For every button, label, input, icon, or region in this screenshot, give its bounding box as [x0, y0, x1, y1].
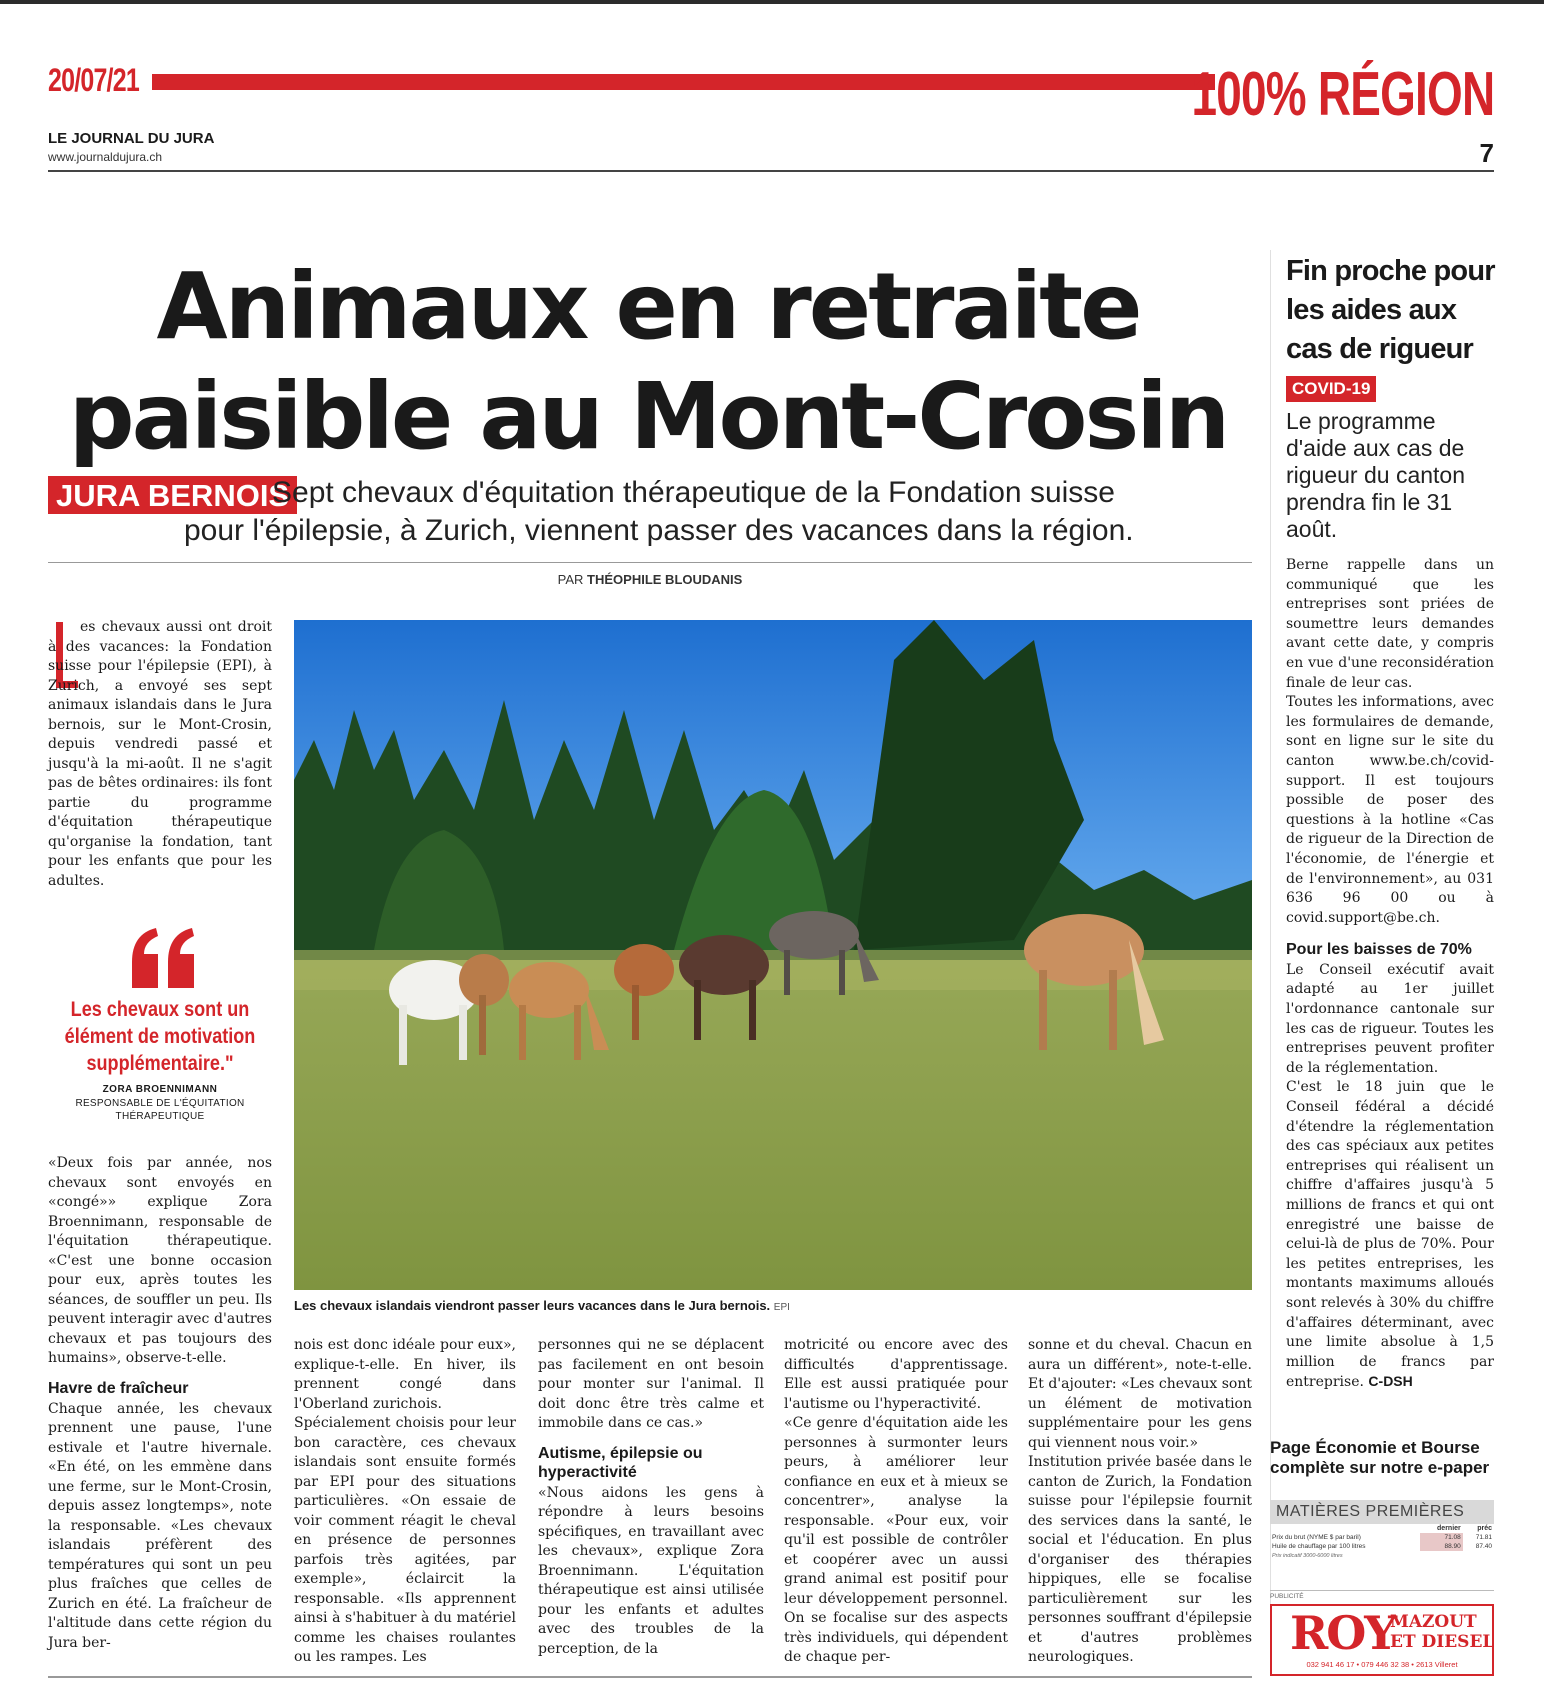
row-prev: 71.81: [1475, 1534, 1492, 1541]
photo-credit: EPI: [773, 1302, 790, 1313]
ad-line-2: ET DIESEL: [1390, 1632, 1495, 1652]
top-border: [0, 0, 1544, 4]
commodities-note: Prix indicatif 3000-6000 litres: [1272, 1553, 1343, 1559]
ad-line-1: MAZOUT: [1390, 1612, 1477, 1632]
article-column-3: [538, 1336, 764, 1659]
sidebar-body-1: Berne rappelle dans un communiqué que les entreprises sont priées de soumettre leurs demandes avant cette date, y compris en vue d'une reconsidération finale de leur cas.: [1286, 557, 1494, 691]
article-column-4: [784, 1336, 1008, 1668]
column-1-text: «Deux fois par année, nos chevaux sont envoyés en «congé»» explique Zora Broennimann, responsable de l'équitation thérapeutique. «C'est une bonne occasion pour eux, après toutes les séances, de souffler un peu. Ils peuvent interagir avec d'autres chevaux et pas toujours des humains», observe-t-elle.: [48, 1155, 272, 1366]
article-column-5: [1028, 1336, 1252, 1668]
column-1-text-2: Chaque année, les chevaux prennent une pause, l'une estivale et l'autre hivernale. «En été, on les emmène dans une ferme, sur le Mont-Crosin, depuis assez longtemps», note la responsable. «Les chevaux islandais préfèrent des températures qui sont un peu plus fraîches que celles de Zurich en été. La fraîcheur de l'altitude dans cette région du Jura ber-: [48, 1400, 272, 1651]
header-red-rule: [152, 74, 1215, 90]
column-5-text-2: Institution privée basée dans le canton de Zurich, la Fondation suisse pour l'épilepsie fournit des services dans la santé, le social et l'éducation. En plus d'organiser des thérapies hippiques, elle se focalise particulièrement sur les personnes souffrant d'épilepsie et d'autres problèmes neurologiques.: [1028, 1454, 1252, 1665]
commodities-header-row: [1270, 1524, 1494, 1533]
commodities-title: MATIÈRES PREMIÈRES: [1270, 1500, 1494, 1524]
lead-text: es chevaux aussi ont droit à des vacances: la Fondation suisse pour l'épilepsie (EPI), à Zurich, a envoyé ses sept animaux islandais dans le Jura bernois, sur le Mont-Crosin, depuis vendredi passé et jusqu'à la mi-août. Il ne s'agit pas de bêtes ordinaires: ils font partie du programme d'équitation thérapeutique qu'organise la fondation, tant pour les enfants que pour les adultes.: [48, 619, 273, 889]
sidebar-subhead: Pour les baisses de 70%: [1286, 941, 1472, 959]
sidebar-body-2: Toutes les informations, avec les formulaires de demande, sont en ligne sur le site du canton www.be.ch/covid-support. Il est toujours possible de poser des questions à la hotline «Cas de rigueur de la Direction de l'économie, de l'énergie et de l'environnement», au 031 636 96 00 ou à covid.support@be.ch.: [1286, 694, 1494, 926]
newspaper-url[interactable]: www.journaldujura.ch: [48, 150, 163, 164]
header-divider: [48, 170, 1494, 172]
sidebar-title: Fin proche pour les aides aux cas de rigueur: [1286, 255, 1495, 365]
ad-logo: ROY: [1290, 1606, 1396, 1660]
commodities-table: [1270, 1524, 1494, 1551]
newspaper-name: LE JOURNAL DU JURA: [48, 130, 215, 147]
column-4-text: motricité ou encore avec des difficultés d'apprentissage. Elle est aussi pratiquée pour l'autisme ou l'hyperactivité.: [784, 1337, 1008, 1412]
bottom-rule: [48, 1676, 1252, 1678]
pull-quote: Les chevaux sont un élément de motivation supplémentaire.": [64, 998, 256, 1075]
row-prev: 87.40: [1475, 1543, 1492, 1550]
article-column-2: [294, 1336, 516, 1668]
sidebar-signature: C-DSH: [1368, 1373, 1413, 1390]
sidebar-chapo: Le programme d'aide aux cas de rigueur du canton prendra fin le 31 août.: [1286, 408, 1466, 542]
page-number: 7: [1479, 138, 1494, 168]
column-5-text: sonne et du cheval. Chacun en aura un différent», note-t-elle. Et d'ajouter: «Les chevaux sont un élément de motivation supplémentaire pour les gens qui viennent nous voir.»: [1028, 1337, 1252, 1451]
subhead-autisme: Autisme, épilepsie ou hyperactivité: [538, 1444, 703, 1481]
byline-rule: [48, 562, 1252, 563]
byline-prefix: PAR: [557, 572, 584, 587]
chapo-line-1: Sept chevaux d'équitation thérapeutique de la Fondation suisse: [272, 476, 1115, 509]
row-label: Prix du brut (NYME $ par baril): [1272, 1534, 1361, 1541]
table-row: [1270, 1542, 1494, 1551]
column-3-text-2: «Nous aidons les gens à répondre à leurs besoins spécifiques, en travaillant avec les chevaux», explique Zora Broennimann. L'équitation thérapeutique est ainsi utilisée pour les enfants et adultes avec des troubles de la perception, de la: [538, 1484, 764, 1657]
issue-date: 20/07/21: [48, 62, 139, 98]
article-column-1: [48, 1154, 272, 1653]
section-title: 100% RÉGION: [1191, 60, 1494, 129]
headline-line-1: Animaux en retraite: [156, 253, 1140, 360]
subhead-havre: Havre de fraîcheur: [48, 1379, 189, 1397]
column-4-text-2: «Ce genre d'équitation aide les personnes à surmonter leurs peurs, à améliorer leur confiance en eux et à mieux se concentrer», analyse la responsable. «Pour eux, voir qu'il est possible de contrôler et coopérer avec un aussi grand animal est positif pour leur développement personnel. On se focalise sur des aspects très individuels, qui dépendent de chaque per-: [784, 1415, 1008, 1665]
col-last: dernier: [1437, 1525, 1461, 1532]
photo-caption: [294, 1298, 1252, 1313]
column-2-text-2: Spécialement choisis pour leur bon caractère, ces chevaux islandais sont ensuite formés par EPI pour des situations particulières. «On essaie de voir comment réagit le cheval en présence de personnes parfois très agitées, par exemple», éclaircit la responsable. «Ils apprennent ainsi à s'habituer à du matériel comme les chaises roulantes ou les rampes. Les: [294, 1415, 516, 1665]
ad-text: [1390, 1612, 1494, 1652]
sidebar-tag: COVID-19: [1286, 376, 1376, 402]
article-headline: [48, 252, 1248, 472]
column-3-text: personnes qui ne se déplacent pas facilement en ont besoin pour monter sur l'animal. Il doit donc être très calme et immobile dans ce cas.»: [538, 1337, 764, 1431]
row-last: 71.08: [1420, 1533, 1463, 1542]
economy-promo[interactable]: Page Économie et Bourse complète sur notre e-paper: [1270, 1438, 1490, 1477]
sidebar-body-4: [1286, 1078, 1494, 1393]
row-last: 88.90: [1420, 1542, 1463, 1551]
horses-photo[interactable]: [294, 620, 1252, 1290]
article-kicker: JURA BERNOIS: [48, 476, 297, 514]
chapo-line-2: pour l'épilepsie, à Zurich, viennent passer des vacances dans la région.: [184, 514, 1134, 547]
pull-quote-name: ZORA BROENNIMANN: [102, 1084, 218, 1095]
col-prev: préc: [1477, 1525, 1492, 1532]
byline: [48, 572, 1252, 587]
ad-footer: 032 941 46 17 • 079 446 32 38 • 2613 Villeret: [1306, 1660, 1458, 1669]
ad-label: PUBLICITÉ: [1270, 1590, 1494, 1600]
pull-quote-role: RESPONSABLE DE L'ÉQUITATION THÉRAPEUTIQUE: [75, 1098, 245, 1122]
column-2-text: nois est donc idéale pour eux», explique-t-elle. En hiver, ils prennent congé dans l'Oberland zurichois.: [294, 1337, 516, 1412]
headline-line-2: paisible au Mont-Crosin: [68, 363, 1228, 470]
sidebar-body: [1286, 556, 1494, 1393]
quote-mark-icon: [128, 928, 198, 988]
table-row: [1270, 1533, 1494, 1542]
article-lead: [48, 618, 272, 891]
article-chapo: [184, 474, 1282, 550]
row-label: Huile de chauffage par 100 litres: [1272, 1543, 1366, 1550]
byline-author: THÉOPHILE BLOUDANIS: [587, 572, 743, 587]
sidebar-body-3: Le Conseil exécutif avait adapté au 1er juillet l'ordonnance cantonale sur les cas de rigueur. Toutes les entreprises peuvent profiter de la réglementation.: [1286, 961, 1494, 1076]
caption-text: Les chevaux islandais viendront passer leurs vacances dans le Jura bernois.: [294, 1298, 771, 1313]
sidebar-body-4-text: C'est le 18 juin que le Conseil fédéral a décidé d'étendre la réglementation des cas spéciaux aux petites entreprises qui réalisent un chiffre d'affaires jusqu'à 5 millions de francs et qui ont enregistré une baisse de celui-là de plus de 70%. Pour les petites entreprises, les montants maximums alloués sont relevés à 30% du chiffre d'affaires déterminant, avec une limite absolue à 1,5 million de francs par entreprise.: [1286, 1079, 1494, 1391]
commodities-box: [1270, 1500, 1494, 1561]
